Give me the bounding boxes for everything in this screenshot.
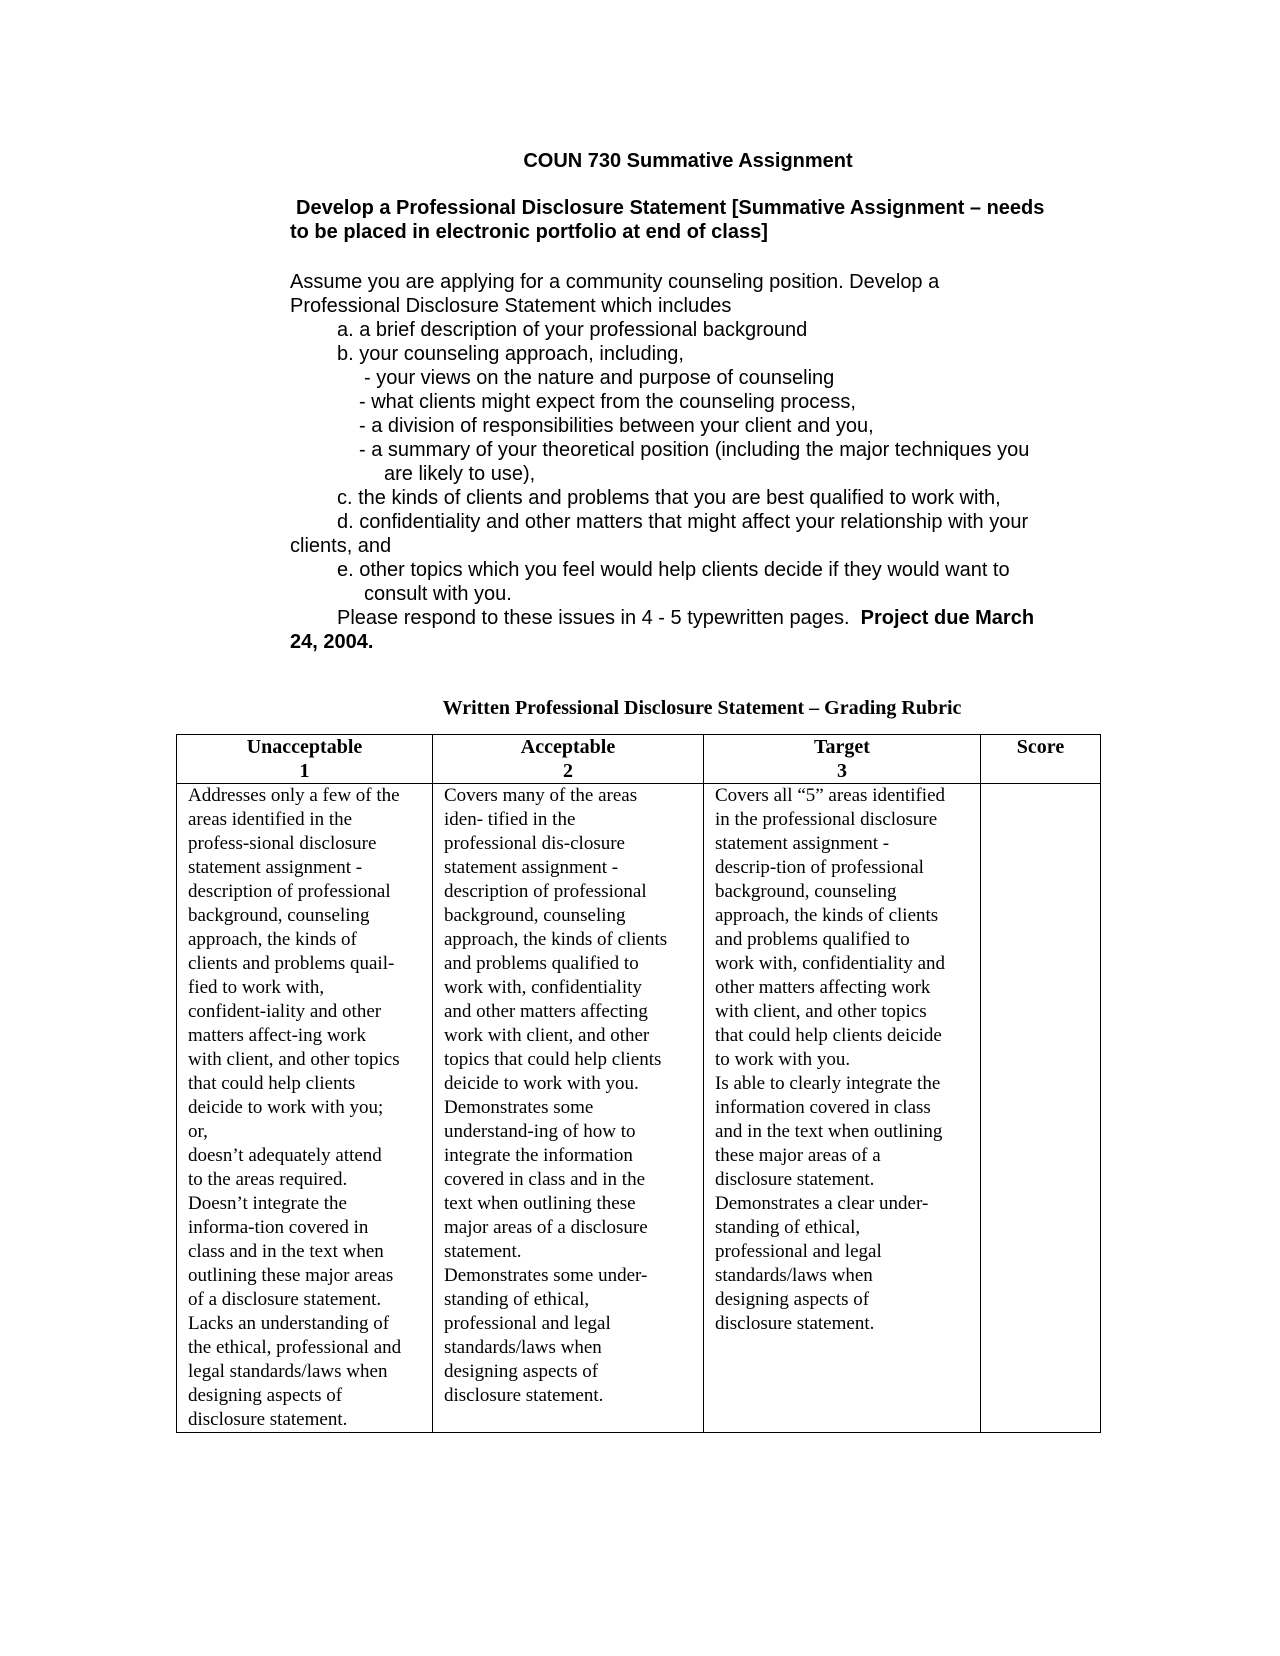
rubric-line: disclosure statement.	[715, 1169, 875, 1190]
rubric-line: work with, confidentiality and	[715, 953, 946, 974]
rubric-line: Demonstrates a clear under-	[715, 1193, 929, 1214]
rubric-header-row	[177, 735, 1101, 784]
header-label: Unacceptable	[246, 736, 363, 758]
rubric-line: Lacks an understanding of	[188, 1313, 390, 1334]
rubric-line: background, counseling	[444, 905, 626, 926]
rubric-line: designing aspects of	[444, 1361, 599, 1382]
rubric-line: clients and problems quail-	[188, 953, 395, 974]
cell-acceptable	[433, 784, 704, 1433]
rubric-line: covered in class and in the	[444, 1169, 646, 1190]
rubric-line: standards/laws when	[715, 1265, 873, 1286]
rubric-criteria-row	[177, 784, 1101, 1433]
header-label: Score	[1016, 736, 1065, 758]
rubric-line: descrip-tion of professional	[715, 857, 924, 878]
rubric-line: work with client, and other	[444, 1025, 650, 1046]
rubric-line: disclosure statement.	[715, 1313, 875, 1334]
rubric-line: in the professional disclosure	[715, 809, 938, 830]
rubric-line: that could help clients	[188, 1073, 356, 1094]
rubric-line: text when outlining these	[444, 1193, 636, 1214]
rubric-line: work with, confidentiality	[444, 977, 642, 998]
rubric-line: of a disclosure statement.	[188, 1289, 382, 1310]
page-title: COUN 730 Summative Assignment	[523, 150, 853, 172]
item-a: a. a brief description of your professional background	[337, 319, 808, 341]
rubric-line: other matters affecting work	[715, 977, 931, 998]
rubric-line: professional dis-closure	[444, 833, 625, 854]
item-b-sub-1: - your views on the nature and purpose of counseling	[364, 367, 835, 389]
rubric-line: with client, and other topics	[188, 1049, 400, 1070]
item-b-sub-2: - what clients might expect from the counseling process,	[359, 391, 856, 413]
closing-line	[337, 606, 1034, 630]
rubric-line: designing aspects of	[715, 1289, 870, 1310]
rubric-line: and in the text when outlining	[715, 1121, 943, 1142]
rubric-line: that could help clients deicide	[715, 1025, 942, 1046]
item-b-sub-3: - a division of responsibilities between your client and you,	[359, 415, 874, 437]
rubric-line: description of professional	[188, 881, 391, 902]
rubric-line: Is able to clearly integrate the	[715, 1073, 941, 1094]
rubric-line: Covers all “5” areas identified	[715, 785, 946, 806]
rubric-line: deicide to work with you.	[444, 1073, 639, 1094]
rubric-line: disclosure statement.	[444, 1385, 604, 1406]
header-score	[981, 735, 1101, 784]
rubric-line: areas identified in the	[188, 809, 353, 830]
rubric-line: professional and legal	[444, 1313, 611, 1334]
cell-score[interactable]	[981, 784, 1101, 1433]
rubric-line: standing of ethical,	[444, 1289, 590, 1310]
rubric-line: to work with you.	[715, 1049, 851, 1070]
header-label: Acceptable	[520, 736, 616, 758]
rubric-line: information covered in class	[715, 1097, 931, 1118]
item-b-sub-4: - a summary of your theoretical position (including the major techniques you	[359, 439, 1030, 461]
header-target	[704, 735, 981, 784]
rubric-line: legal standards/laws when	[188, 1361, 388, 1382]
rubric-line: Doesn’t integrate the	[188, 1193, 347, 1214]
header-unacceptable	[177, 735, 433, 784]
due-date-part-1: Project due March	[860, 607, 1035, 629]
item-b: b. your counseling approach, including,	[337, 343, 684, 365]
assignment-heading-line-1: Develop a Professional Disclosure Statement [Summative Assignment – needs	[296, 197, 1045, 219]
intro-line-2: Professional Disclosure Statement which includes	[290, 295, 732, 317]
rubric-line: background, counseling	[715, 881, 897, 902]
item-c: c. the kinds of clients and problems that you are best qualified to work with,	[337, 487, 1001, 509]
item-e: e. other topics which you feel would help clients decide if they would want to	[337, 559, 1010, 581]
rubric-line: iden- tified in the	[444, 809, 576, 830]
rubric-line: deicide to work with you;	[188, 1097, 384, 1118]
rubric-title: Written Professional Disclosure Statement – Grading Rubric	[442, 697, 962, 719]
rubric-line: standards/laws when	[444, 1337, 602, 1358]
rubric-line: statement assignment -	[188, 857, 363, 878]
rubric-line: fied to work with,	[188, 977, 325, 998]
item-e-cont: consult with you.	[364, 583, 512, 605]
rubric-line: integrate the information	[444, 1145, 633, 1166]
rubric-line: the ethical, professional and	[188, 1337, 402, 1358]
assignment-heading	[290, 196, 1110, 244]
rubric-line: doesn’t adequately attend	[188, 1145, 382, 1166]
rubric-line: and other matters affecting	[444, 1001, 648, 1022]
rubric-line: matters affect-ing work	[188, 1025, 366, 1046]
rubric-line: disclosure statement.	[188, 1409, 348, 1430]
rubric-line: statement.	[444, 1241, 522, 1262]
rubric-line: professional and legal	[715, 1241, 882, 1262]
item-b-sub-4-cont: are likely to use),	[384, 463, 536, 485]
item-d: d. confidentiality and other matters that might affect your relationship with your	[337, 511, 1029, 533]
rubric-line: and problems qualified to	[444, 953, 639, 974]
rubric-line: informa-tion covered in	[188, 1217, 369, 1238]
rubric-line: statement assignment -	[715, 833, 890, 854]
rubric-line: approach, the kinds of	[188, 929, 357, 950]
header-score-value: 1	[299, 760, 310, 782]
rubric-line: with client, and other topics	[715, 1001, 927, 1022]
rubric-line: to the areas required.	[188, 1169, 348, 1190]
rubric-line: or,	[188, 1121, 208, 1142]
header-acceptable	[433, 735, 704, 784]
rubric-line: Covers many of the areas	[444, 785, 638, 806]
rubric-line: statement assignment -	[444, 857, 619, 878]
closing-text: Please respond to these issues in 4 - 5 typewritten pages.	[337, 607, 850, 629]
rubric-line: description of professional	[444, 881, 647, 902]
rubric-line: Addresses only a few of the	[188, 785, 400, 806]
intro-line-1: Assume you are applying for a community counseling position. Develop a	[290, 271, 940, 293]
assignment-heading-line-2: to be placed in electronic portfolio at end of class]	[290, 221, 768, 243]
rubric-line: designing aspects of	[188, 1385, 343, 1406]
item-d-cont: clients, and	[290, 535, 392, 557]
cell-target	[704, 784, 981, 1433]
rubric-line: and problems qualified to	[715, 929, 910, 950]
rubric-line: standing of ethical,	[715, 1217, 861, 1238]
rubric-line: approach, the kinds of clients	[715, 905, 939, 926]
rubric-line: background, counseling	[188, 905, 370, 926]
rubric-line: topics that could help clients	[444, 1049, 662, 1070]
rubric-line: outlining these major areas	[188, 1265, 394, 1286]
rubric-line: approach, the kinds of clients	[444, 929, 668, 950]
rubric-line: class and in the text when	[188, 1241, 384, 1262]
header-score-value: 2	[563, 760, 573, 782]
rubric-line: Demonstrates some	[444, 1097, 594, 1118]
rubric-line: these major areas of a	[715, 1145, 881, 1166]
header-score-value: 3	[837, 760, 847, 782]
grading-rubric-table	[176, 734, 1101, 1433]
rubric-line: confident-iality and other	[188, 1001, 382, 1022]
rubric-line: profess-sional disclosure	[188, 833, 377, 854]
header-label: Target	[814, 736, 870, 758]
cell-unacceptable	[177, 784, 433, 1433]
rubric-line: understand-ing of how to	[444, 1121, 636, 1142]
due-date-part-2: 24, 2004.	[290, 631, 374, 653]
rubric-line: Demonstrates some under-	[444, 1265, 648, 1286]
rubric-line: major areas of a disclosure	[444, 1217, 648, 1238]
